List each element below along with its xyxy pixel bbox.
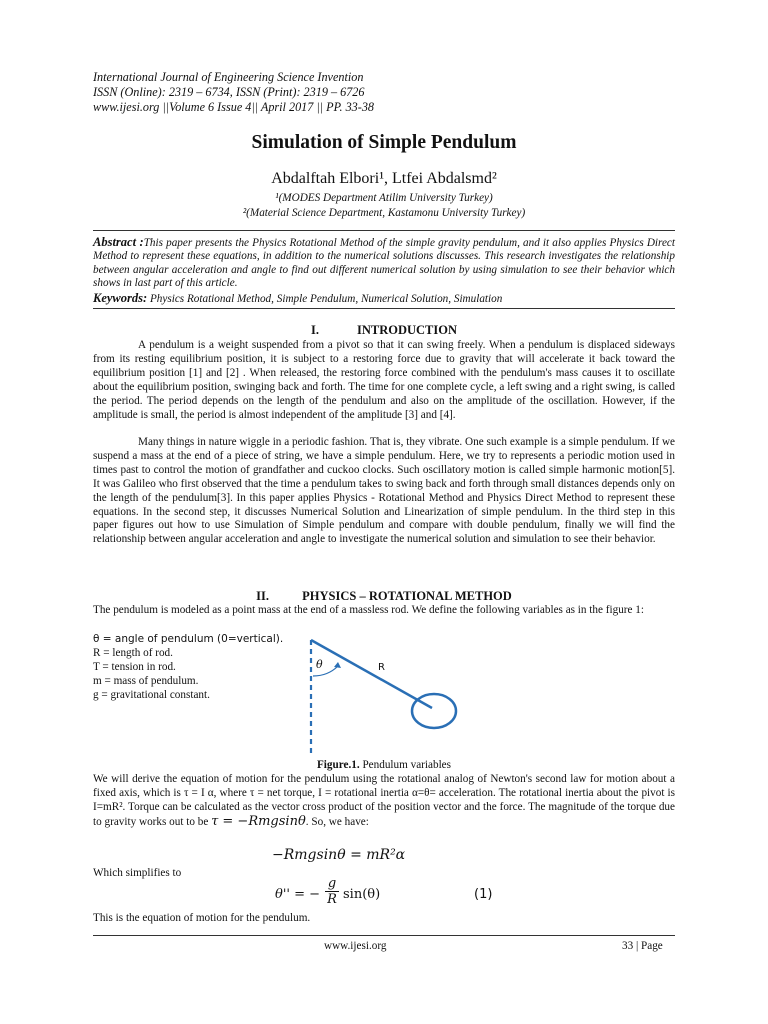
variable-m: m = mass of pendulum.	[93, 674, 199, 687]
equation-1-numerator: g	[325, 876, 339, 892]
derivation-text-end: . So, we have:	[305, 815, 369, 828]
equation-1-lhs: θ'' = −	[275, 887, 321, 902]
abstract-label: Abstract :	[93, 235, 144, 249]
keywords-label: Keywords:	[93, 291, 148, 305]
equation-1-fraction	[325, 876, 339, 908]
affiliation-2: ²(Material Science Department, Kastamonu University Turkey)	[242, 207, 526, 219]
pendulum-rod	[311, 640, 432, 708]
footer-rule	[93, 935, 675, 936]
figure-caption	[0, 759, 768, 771]
section-title: PHYSICS – ROTATIONAL METHOD	[302, 589, 512, 603]
affiliation-1: ¹(MODES Department Atilim University Turkey)	[275, 192, 493, 204]
intro-paragraph-1	[93, 339, 675, 422]
variable-r: R = length of rod.	[93, 646, 173, 659]
abstract-top-rule	[93, 230, 675, 231]
variable-g: g = gravitational constant.	[93, 688, 210, 701]
issn-line: ISSN (Online): 2319 – 6734, ISSN (Print): 2319 – 6726	[93, 85, 365, 99]
simplifies-text: Which simplifies to	[93, 867, 182, 879]
closing-sentence: This is the equation of motion for the pendulum.	[93, 912, 311, 924]
pendulum-bob	[412, 694, 456, 728]
volume-line: www.ijesi.org ||Volume 6 Issue 4|| April 2017 || PP. 33-38	[93, 100, 375, 114]
paper-title: Simulation of Simple Pendulum	[251, 132, 517, 153]
footer-page: 33 | Page	[622, 940, 663, 952]
section-number: II.	[256, 589, 270, 603]
abstract	[93, 236, 675, 291]
authors: Abdalftah Elbori¹, Ltfei Abdalsmd²	[271, 170, 497, 187]
keywords	[93, 291, 675, 306]
section-title: INTRODUCTION	[356, 323, 457, 337]
equation-main: −Rmgsinθ = mR²α	[272, 847, 406, 863]
intro-paragraph-2	[93, 436, 675, 547]
intro-paragraph-2-text: Many things in nature wiggle in a periodic fashion. That is, they vibrate. One such example is a simple pendulum. If we suspend a mass at the end of a piece of string, we have a simple pendulum. Here, we try to represents a periodic motion used in times past to control the motion of grandfather and cuckoo clocks. Such oscillatory motion is called simple harmonic motion[5]. It was Galileo who first observed that the time a pendulum takes to swing back and forth through small distances depends only on the length of the pendulum[3]. In this paper applies Physics - Rotational Method and Physics Direct Method to represent these equations. In the second step, it discusses Numerical Solution and Linearization of simple pendulum. In the third step in this paper figures out how to use Simulation of Simple pendulum and compare with double pendulum, finally we will find the relationship between angular acceleration and angle to investigate the numerical solution and simulation to see their behavior.	[93, 436, 675, 546]
equation-1-denominator: R	[327, 892, 337, 907]
abstract-text: This paper presents the Physics Rotational Method of the simple gravity pendulum, and it also applies Physics Direct Method to represent these equations, in addition to the numerical solutions discusses. This research investigates the relationship between angular acceleration and angle to find out different numerical solution by using simulation to see their behavior which shows in last part of this article.	[93, 237, 675, 290]
abstract-bottom-rule	[93, 308, 675, 309]
torque-equation: τ = −Rmgsinθ	[211, 813, 306, 829]
rotational-intro: The pendulum is modeled as a point mass at the end of a massless rod. We define the following variables as in the figure 1:	[93, 604, 644, 616]
theta-label: θ	[316, 658, 323, 671]
angle-arrow-head	[334, 662, 341, 668]
footer-site: www.ijesi.org	[324, 940, 387, 952]
section-number: I.	[310, 323, 319, 337]
equation-1-rhs: sin(θ)	[343, 887, 381, 902]
section-heading-rotational	[0, 589, 768, 604]
pendulum-figure	[300, 636, 460, 758]
caption-text: Pendulum variables	[359, 759, 452, 771]
variable-theta: θ = angle of pendulum (0=vertical).	[93, 633, 284, 645]
keywords-text: Physics Rotational Method, Simple Pendulum, Numerical Solution, Simulation	[149, 293, 503, 305]
variable-list	[93, 633, 283, 703]
derivation-paragraph	[93, 773, 675, 830]
section-heading-introduction	[0, 323, 768, 338]
equation-1-tag: (1)	[474, 887, 493, 902]
caption-label: Figure.1.	[316, 759, 360, 771]
derivation-text: We will derive the equation of motion for the pendulum using the rotational analog of Newton's second law for motion about a fixed axis, which is τ = I α, where τ = net torque, I = rotational inertia α=θ= acceleration. The rotational inertia about the pivot is I=mR². Torque can be calculated as the vector cross product of the position vector and the force. The magnitude of the torque due to gravity works out to be	[93, 773, 675, 828]
r-label: R	[378, 662, 385, 673]
variable-t: T = tension in rod.	[93, 660, 176, 673]
intro-paragraph-1-text: A pendulum is a weight suspended from a pivot so that it can swing freely. When a pendulum is displaced sideways from its resting equilibrium position, it is subject to a restoring force due to gravity that will accelerate it back toward the equilibrium position [1] and [2] . When released, the restoring force combined with the pendulum's mass causes it to oscillate about the equilibrium position, swinging back and forth. The time for one complete cycle, a left swing and a right swing, is called the period. The period depends on the length of the pendulum and also on the amplitude of the oscillation. However, if the amplitude is small, the period is almost independent of the amplitude [3] and [4].	[93, 339, 675, 421]
journal-name: International Journal of Engineering Science Invention	[93, 70, 364, 84]
